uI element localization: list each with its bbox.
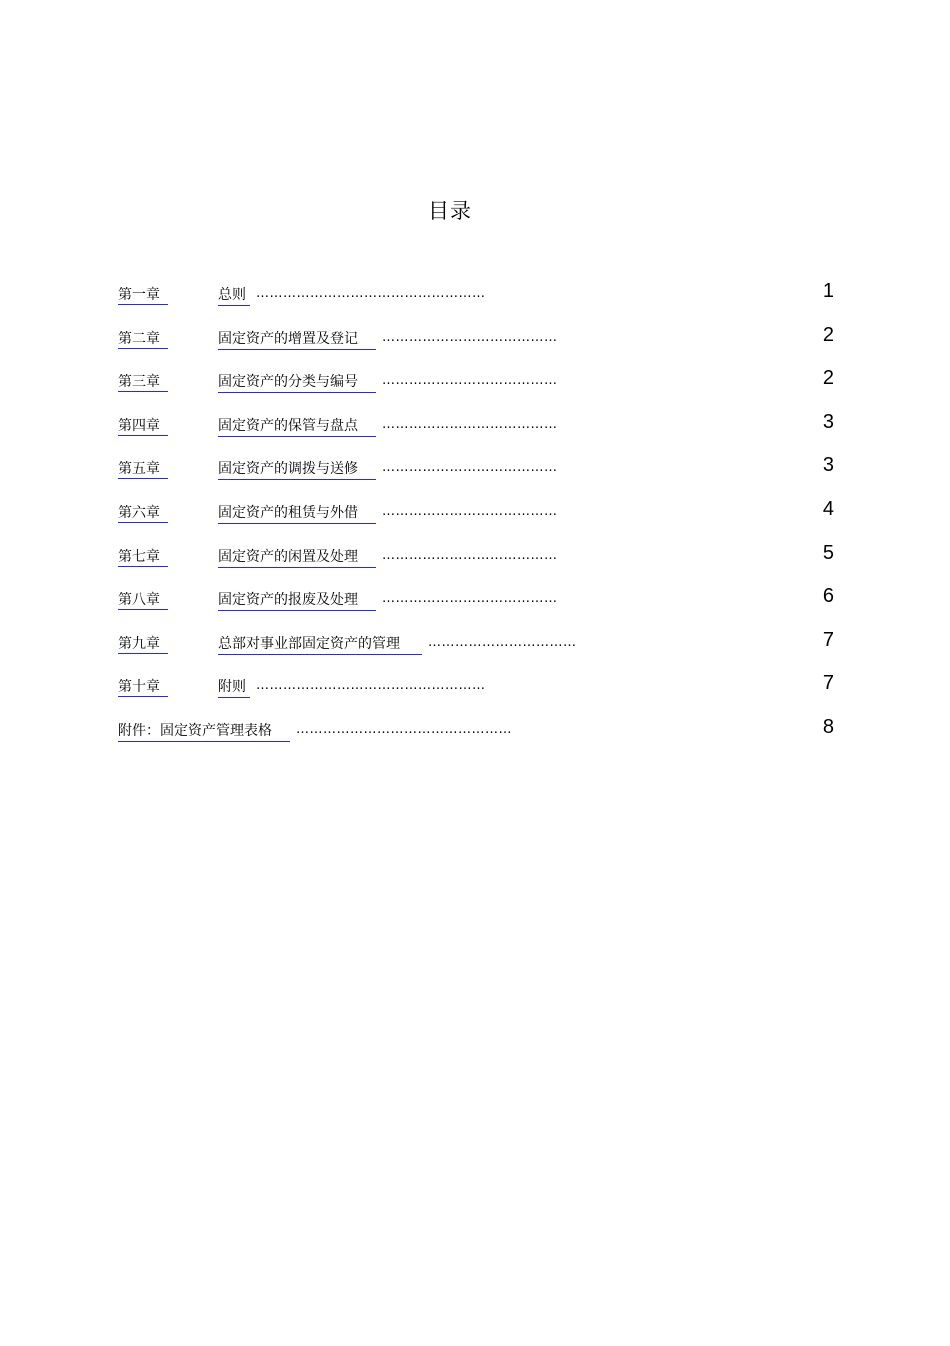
toc-page-number: 6	[822, 585, 834, 608]
toc-page-number: 2	[822, 367, 834, 390]
toc-page-number: 1	[822, 280, 834, 302]
toc-entry-appendix[interactable]	[118, 716, 838, 760]
toc-leader-dots: …………………………………	[382, 547, 558, 563]
toc-heading-text[interactable]: 附件：固定资产管理表格	[118, 720, 290, 742]
toc-entry[interactable]	[118, 324, 838, 368]
toc-leader-dots: …………………………………	[382, 591, 558, 607]
toc-leader-dots: ……………………………………………	[256, 678, 486, 694]
toc-chapter-label[interactable]: 第二章	[118, 328, 168, 348]
toc-heading-text[interactable]: 固定资产的报废及处理	[218, 589, 376, 611]
toc-heading-text[interactable]: 总则	[218, 284, 250, 306]
toc-title: 目录	[428, 199, 472, 223]
toc-heading[interactable]	[218, 415, 558, 437]
toc-page-number: 7	[822, 672, 834, 695]
toc-heading-text[interactable]: 总部对事业部固定资产的管理	[218, 633, 422, 655]
toc-page-number: 7	[822, 628, 834, 651]
toc-heading[interactable]	[218, 328, 558, 350]
toc-chapter-label[interactable]: 第十章	[118, 676, 168, 696]
toc-heading[interactable]	[218, 502, 558, 524]
toc-chapter-label[interactable]: 第六章	[118, 502, 168, 522]
toc-list	[118, 280, 838, 760]
toc-heading-text[interactable]: 固定资产的闲置及处理	[218, 546, 376, 568]
toc-heading-text[interactable]: 附则	[218, 676, 250, 698]
toc-chapter-label[interactable]: 第七章	[118, 546, 168, 566]
toc-heading[interactable]	[218, 371, 558, 393]
toc-leader-dots: ……………………………………………	[256, 286, 486, 301]
toc-entry[interactable]	[118, 498, 838, 542]
toc-chapter-label[interactable]: 第三章	[118, 371, 168, 391]
toc-chapter-label[interactable]: 第九章	[118, 633, 168, 653]
toc-heading[interactable]	[218, 676, 486, 698]
toc-entry[interactable]	[118, 542, 838, 586]
toc-leader-dots: …………………………………………	[296, 721, 512, 737]
toc-page-number: 5	[822, 541, 834, 564]
toc-heading-text[interactable]: 固定资产的增置及登记	[218, 328, 376, 350]
toc-heading-text[interactable]: 固定资产的分类与编号	[218, 371, 376, 393]
toc-heading[interactable]	[218, 589, 558, 611]
toc-entry[interactable]	[118, 411, 838, 455]
toc-heading[interactable]	[218, 546, 558, 568]
toc-heading[interactable]	[118, 720, 512, 742]
toc-entry[interactable]	[118, 280, 838, 324]
toc-leader-dots: …………………………………	[382, 329, 558, 345]
toc-entry[interactable]	[118, 585, 838, 629]
toc-entry[interactable]	[118, 672, 838, 716]
toc-entry[interactable]	[118, 629, 838, 673]
toc-chapter-label[interactable]: 第八章	[118, 589, 168, 609]
toc-heading[interactable]	[218, 633, 577, 655]
toc-page-number: 3	[822, 410, 834, 433]
toc-entry[interactable]	[118, 367, 838, 411]
toc-page-number: 3	[822, 454, 834, 477]
toc-page-number: 2	[822, 323, 834, 346]
toc-page-number: 8	[822, 715, 834, 738]
toc-chapter-label[interactable]: 第四章	[118, 415, 168, 435]
toc-leader-dots: …………………………………	[382, 416, 558, 432]
toc-entry[interactable]	[118, 454, 838, 498]
toc-heading-text[interactable]: 固定资产的租赁与外借	[218, 502, 376, 524]
toc-heading-text[interactable]: 固定资产的保管与盘点	[218, 415, 376, 437]
toc-leader-dots: …………………………………	[382, 460, 558, 476]
toc-chapter-label[interactable]: 第一章	[118, 284, 168, 304]
toc-heading[interactable]	[218, 458, 558, 480]
toc-chapter-label[interactable]: 第五章	[118, 458, 168, 478]
toc-page-number: 4	[822, 497, 834, 520]
toc-heading-text[interactable]: 固定资产的调拨与送修	[218, 458, 376, 480]
toc-leader-dots: …………………………………	[382, 373, 558, 389]
toc-leader-dots: ……………………………	[428, 634, 577, 650]
toc-heading[interactable]	[218, 284, 486, 306]
toc-leader-dots: …………………………………	[382, 503, 558, 519]
